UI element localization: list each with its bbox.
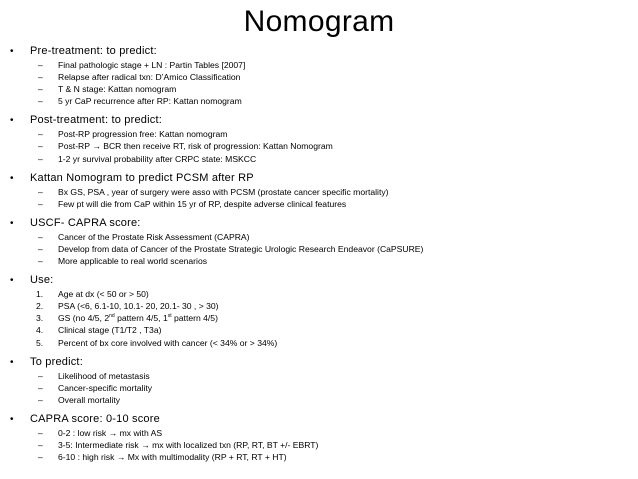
heading-text: Kattan Nomogram to predict PCSM after RP [30, 171, 254, 184]
section-heading [10, 273, 630, 288]
superscript: st [167, 313, 172, 320]
bullet-icon: • [10, 413, 14, 425]
list-item [10, 382, 630, 394]
list-item [10, 394, 630, 406]
list-item [10, 300, 630, 312]
item-text: pattern 4/5, 1 [114, 313, 168, 324]
list-item [10, 59, 630, 71]
slide-content [10, 44, 630, 463]
section-heading [10, 355, 630, 370]
dash-icon: – [38, 198, 43, 209]
item-text: 3-5: Intermediate risk → mx with localized txn (RP, RT, BT +/- EBRT) [58, 439, 319, 450]
section-post-treatment [10, 113, 630, 164]
list-item [10, 186, 630, 198]
list-item [10, 439, 630, 451]
item-number: 1. [36, 289, 44, 300]
sub-list [10, 370, 630, 406]
sub-list [10, 59, 630, 107]
bullet-icon: • [10, 172, 14, 184]
item-text: 0-2 : low risk → mx with AS [58, 427, 163, 438]
heading-text: Pre-treatment: to predict: [30, 45, 157, 57]
section-heading [10, 113, 630, 128]
list-item [10, 95, 630, 107]
dash-icon: – [38, 186, 43, 197]
list-item [10, 198, 630, 210]
item-number: 2. [36, 301, 44, 312]
dash-icon: – [38, 129, 43, 140]
section-heading [10, 412, 630, 427]
item-text: Post-RP → BCR then receive RT, risk of progression: Kattan Nomogram [58, 141, 333, 152]
list-item [10, 153, 630, 165]
item-number: 3. [36, 313, 44, 324]
dash-icon: – [38, 382, 43, 393]
heading-text: Use: [30, 274, 54, 287]
section-use [10, 273, 630, 348]
slide-title: Nomogram [243, 5, 395, 38]
item-text: GS (no 4/5, 2 [58, 313, 110, 324]
item-text: Likelihood of metastasis [58, 370, 150, 381]
list-item [10, 128, 630, 140]
sub-list [10, 186, 630, 210]
item-text: Develop from data of Cancer of the Prostate Strategic Urologic Research Endeavor (CaPSURE) [58, 243, 424, 254]
list-item [10, 312, 630, 324]
item-number: 5. [36, 337, 44, 348]
section-capra [10, 216, 630, 267]
dash-icon: – [38, 141, 43, 152]
superscript: nd [109, 313, 115, 320]
item-number: 4. [36, 325, 44, 336]
heading-text: To predict: [30, 355, 83, 368]
dash-icon: – [38, 256, 43, 267]
item-text: Post-RP progression free: Kattan nomogram [58, 129, 228, 140]
section-capra-score [10, 412, 630, 463]
section-heading [10, 216, 630, 231]
section-heading [10, 171, 630, 186]
sub-list [10, 128, 630, 164]
item-text: 1-2 yr survival probability after CRPC state: MSKCC [58, 153, 257, 164]
item-text: T & N stage: Kattan nomogram [58, 84, 177, 95]
heading-text: CAPRA score: 0-10 score [30, 412, 160, 425]
dash-icon: – [38, 394, 43, 405]
list-item [10, 140, 630, 152]
list-item [10, 451, 630, 463]
dash-icon: – [38, 84, 43, 95]
dash-icon: – [38, 427, 43, 438]
item-text: Age at dx (< 50 or > 50) [58, 289, 149, 300]
bullet-icon: • [10, 115, 14, 127]
bullet-icon: • [10, 46, 14, 57]
item-text: Final pathologic stage + LN : Partin Tables [2007] [58, 60, 246, 70]
dash-icon: – [38, 243, 43, 254]
section-heading [10, 44, 630, 59]
item-text: Bx GS, PSA , year of surgery were asso with PCSM (prostate cancer specific mortality) [58, 186, 389, 197]
item-text: Overall mortality [58, 394, 121, 405]
item-text: Clinical stage (T1/T2 , T3a) [58, 325, 162, 336]
section-kattan-pcsm [10, 171, 630, 210]
dash-icon: – [38, 72, 43, 83]
item-text: PSA (<6, 6.1-10, 10.1- 20, 20.1- 30 , > 30) [58, 301, 219, 312]
numbered-list [10, 288, 630, 348]
heading-text: USCF- CAPRA score: [30, 216, 141, 229]
list-item [10, 427, 630, 439]
list-item [10, 337, 630, 349]
list-item [10, 83, 630, 95]
item-text: Relapse after radical txn: D’Amico Classification [58, 72, 241, 83]
dash-icon: – [38, 153, 43, 164]
list-item [10, 255, 630, 267]
heading-text: Post-treatment: to predict: [30, 114, 162, 127]
sub-list [10, 427, 630, 463]
list-item [10, 370, 630, 382]
item-text: 5 yr CaP recurrence after RP: Kattan nomogram [58, 96, 242, 107]
sub-list [10, 231, 630, 267]
dash-icon: – [38, 231, 43, 242]
item-text: Cancer-specific mortality [58, 382, 153, 393]
list-item [10, 288, 630, 300]
section-to-predict [10, 355, 630, 406]
bullet-icon: • [10, 275, 14, 287]
list-item [10, 243, 630, 255]
item-text: pattern 4/5) [171, 313, 218, 324]
item-text: Few pt will die from CaP within 15 yr of RP, despite adverse clinical features [58, 198, 347, 209]
item-text: More applicable to real world scenarios [58, 256, 208, 267]
section-pre-treatment [10, 44, 630, 107]
item-text: Percent of bx core involved with cancer (< 34% or > 34%) [58, 337, 278, 348]
dash-icon: – [38, 452, 43, 463]
list-item [10, 71, 630, 83]
dash-icon: – [38, 60, 43, 70]
bullet-icon: • [10, 356, 14, 368]
item-text: 6-10 : high risk → Mx with multimodality (RP + RT, RT + HT) [58, 452, 287, 463]
item-text: Cancer of the Prostate Risk Assessment (CAPRA) [58, 231, 250, 242]
dash-icon: – [38, 439, 43, 450]
bullet-icon: • [10, 217, 14, 229]
dash-icon: – [38, 370, 43, 381]
dash-icon: – [38, 96, 43, 107]
list-item [10, 324, 630, 336]
list-item [10, 231, 630, 243]
